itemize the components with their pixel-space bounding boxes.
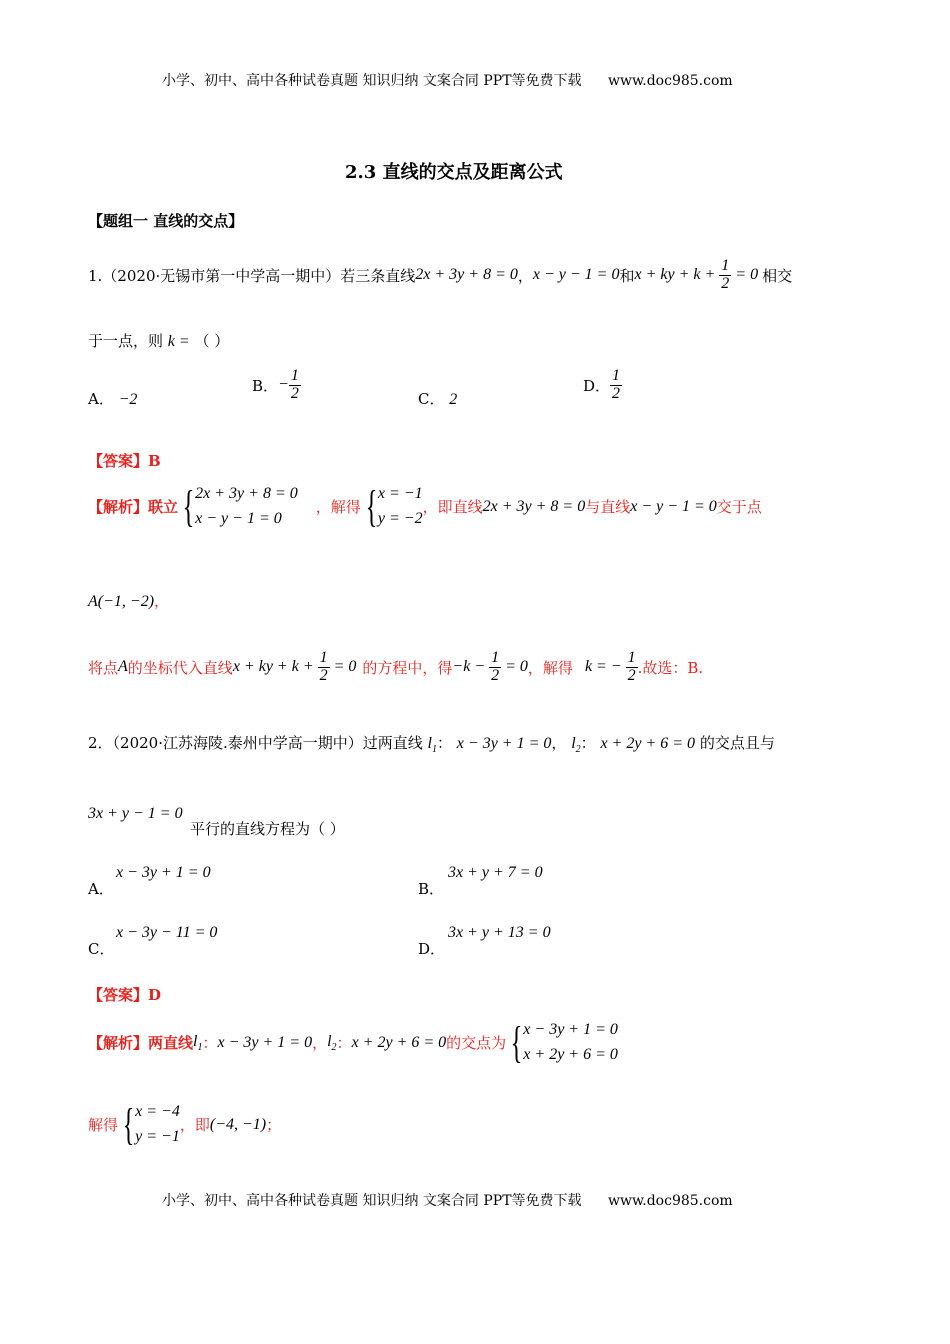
q2-option-d[interactable]: D． [418,940,446,958]
q1-t1: ，即直线 [422,498,483,517]
q2-sol-t: ，即 [179,1116,210,1135]
q2-a-eq2: x + 2y + 6 = 0 [351,1033,447,1051]
q1-t2-eq: x − y − 1 = 0 [630,497,717,515]
q1-option-d[interactable] [583,368,622,403]
q1-l3-k-num: 1 [627,649,636,666]
q1-option-b-frac [289,368,301,403]
q2-sol-row1: x = −4 [135,1103,180,1120]
q1-l3-eq2-den: 2 [491,666,500,684]
q1-analysis-label: 【解析】联立 [88,498,179,517]
q1-option-b-num: 1 [290,367,299,384]
q2-colon2: ： [580,734,596,752]
q2-sol-system-rows [135,1100,180,1150]
q1-option-b-label: B． [252,376,279,395]
q1-l3-eq-pre: x + ky + k + [232,657,314,675]
q1-solve-text: ，解得 [315,498,361,517]
q1-eq2: x − y − 1 = 0 [532,266,620,284]
q1-t1-eq: 2x + 3y + 8 = 0 [482,497,586,515]
q2-l1-sub: 1 [432,744,437,756]
q2-l1 [427,735,437,756]
q1-option-b-sign: − [278,376,289,394]
q1-l3-eq2-pre: −k − [452,657,486,675]
q1-point-a: A(−1, −2) [88,593,155,610]
q2-solution-line [88,1100,281,1150]
q2-a-l2-sub: 2 [331,1041,337,1053]
q1-eq3-num: 1 [721,257,730,274]
page-footer [162,1190,733,1210]
q2-option-c[interactable]: C． [88,940,115,958]
q1-option-c-value: 2 [449,391,458,408]
q1-analysis-line3 [88,650,703,685]
q1-l3-eq-num: 1 [319,649,328,666]
q1-system1 [178,482,298,532]
header-url[interactable]: www.doc985.com [607,73,733,89]
q1-option-c[interactable] [418,388,457,409]
q1-l3-t3: ，解得 [527,658,573,677]
q1-system2-row1: x = −1 [377,485,423,502]
q2-sol-system [118,1100,180,1150]
q1-eq3-frac [719,258,731,293]
q1-l3-eq2 [452,650,528,685]
q1-l3-end: .故选：B. [637,658,704,677]
q1-k-eq: k = [167,333,190,350]
q1-l3-eq-post: = 0 [333,657,357,675]
q1-option-b[interactable] [252,368,301,403]
q1-option-d-den: 2 [612,384,621,402]
q2-l2-letter: l [571,735,576,752]
q1-sep1: ， [517,266,533,285]
q1-system2 [361,482,423,532]
q1-t2: 与直线 [585,498,631,517]
footer-text: 小学、初中、高中各种试卷真题 知识归纳 文案合同 PPT等免费下载 [162,1193,582,1209]
q2-a-colon2: ： [336,1034,352,1053]
q1-t3: 交于点 [716,498,762,517]
q1-l3-eq2-post: = 0 [505,657,528,675]
q1-l3-eq-den: 2 [319,666,328,684]
q2-option-d-value: 3x + y + 13 = 0 [448,924,551,941]
q2-a-l1 [193,1033,202,1053]
q1-option-b-den: 2 [290,384,299,402]
q2-option-b-value: 3x + y + 7 = 0 [448,864,543,881]
q1-system1-rows [195,482,298,532]
q2-option-c-value: x − 3y − 11 = 0 [116,924,218,941]
q1-option-c-label: C． [418,390,445,408]
q2-system-brace: { [510,1017,523,1067]
q1-l3-k-pre: k = − [584,657,622,675]
q1-l3-t2: 的方程中，得 [362,658,453,677]
q1-stem-line2 [88,330,229,351]
q1-option-d-num: 1 [612,367,621,384]
q1-l3-pre: 将点 [88,658,119,677]
q2-colon1: ： [437,734,453,752]
q2-system-rows [523,1018,618,1068]
q1-option-a-value: −2 [118,391,138,408]
q1-l3-eq2-num: 1 [491,649,500,666]
q1-l3-a: A [118,658,128,676]
q2-system [506,1018,618,1068]
q1-l3-eq-frac [318,650,330,685]
q2-system-row2: x + 2y + 6 = 0 [523,1045,618,1063]
q1-system1-row1: 2x + 3y + 8 = 0 [195,485,298,502]
q2-a-l2-letter: l [327,1032,332,1050]
q1-stem-line1 [88,258,792,293]
q2-a-eq1: x − 3y + 1 = 0 [217,1033,313,1051]
q1-eq3-den: 2 [721,274,730,292]
q2-sep: ， [551,734,567,752]
q1-blank: （ ） [194,332,230,350]
q1-point-comma: ， [154,592,170,610]
q2-analysis-line1 [88,1018,618,1068]
q1-point-line [88,590,169,611]
q2-sol-point: (−4, −1) [209,1115,267,1133]
q2-l2 [571,735,581,756]
q2-eq1: x − 3y + 1 = 0 [456,735,552,752]
q1-answer: 【答案】B [88,452,161,470]
q2-eq3: 3x + y − 1 = 0 [88,805,183,822]
group-heading: 【题组一 直线的交点】 [88,212,244,230]
q2-option-a[interactable]: A． [88,880,114,898]
q1-eq3-pre: x + ky + k + [634,265,716,283]
q2-system-row1: x − 3y + 1 = 0 [523,1021,618,1038]
q1-option-d-label: D． [583,376,611,395]
q2-a-l1-sub: 1 [197,1041,203,1053]
q1-option-a-label: A． [88,390,114,408]
q2-l2-sub: 2 [575,744,581,756]
q1-system2-row2: y = −2 [377,509,423,527]
q2-analysis-label: 【解析】两直线 [88,1034,194,1053]
q1-option-a[interactable] [88,388,137,409]
q1-system1-row2: x − y − 1 = 0 [195,509,282,527]
q1-l3-mid: 的坐标代入直线 [127,658,233,677]
header-text: 小学、初中、高中各种试卷真题 知识归纳 文案合同 PPT等免费下载 [162,73,582,89]
page-header [162,70,733,90]
q2-answer: 【答案】D [88,986,162,1004]
q2-sol-end: ； [266,1116,282,1135]
q2-option-a-value: x − 3y + 1 = 0 [116,864,211,881]
q2-sol-row2: y = −1 [135,1127,180,1145]
q2-a-l2 [327,1033,336,1053]
q1-analysis-line1 [88,482,762,532]
q2-stem-line1 [88,732,775,755]
q2-stem-post: 的交点且与 [699,734,775,752]
q2-a-t: 的交点为 [446,1034,507,1053]
q2-option-b[interactable]: B． [418,880,445,898]
q1-option-d-frac [610,368,622,403]
q1-eq1: 2x + 3y + 8 = 0 [415,266,518,284]
q1-stem-pre: 1.（2020·无锡市第一中学高一期中）若三条直线 [88,266,416,285]
q2-a-l1-letter: l [193,1032,198,1050]
q1-l3-eq2-frac [489,650,501,685]
q1-l3-eq [233,650,357,685]
q1-eq3-post: = 0 [735,265,759,283]
q1-l3-k [585,650,638,685]
page-title: 2.3 直线的交点及距离公式 [345,162,563,183]
q1-eq3 [634,258,758,293]
q1-system2-brace: { [365,481,378,531]
q2-stem-line2 [88,804,183,823]
q1-stem-post: 相交 [762,266,793,285]
q1-system1-brace: { [182,481,195,531]
q1-l3-k-den: 2 [627,666,636,684]
q2-sol-system-brace: { [122,1099,135,1149]
q1-l3-k-frac [626,650,638,685]
q2-a-colon1: ： [202,1034,218,1053]
q2-l1-letter: l [427,735,432,752]
q2-a-sep: ， [312,1034,328,1053]
q2-stem-pre: 2．（2020·江苏海陵.泰州中学高一期中）过两直线 [88,734,423,752]
footer-url[interactable]: www.doc985.com [607,1193,733,1209]
q1-and: 和 [619,266,635,285]
q1-stem-line2-pre: 于一点，则 [88,332,164,350]
q2-eq2: x + 2y + 6 = 0 [600,735,696,752]
q1-system2-rows [378,482,423,532]
q2-solve-text: 解得 [88,1116,119,1135]
q2-stem-line2-text: 平行的直线方程为（ ） [190,820,345,838]
